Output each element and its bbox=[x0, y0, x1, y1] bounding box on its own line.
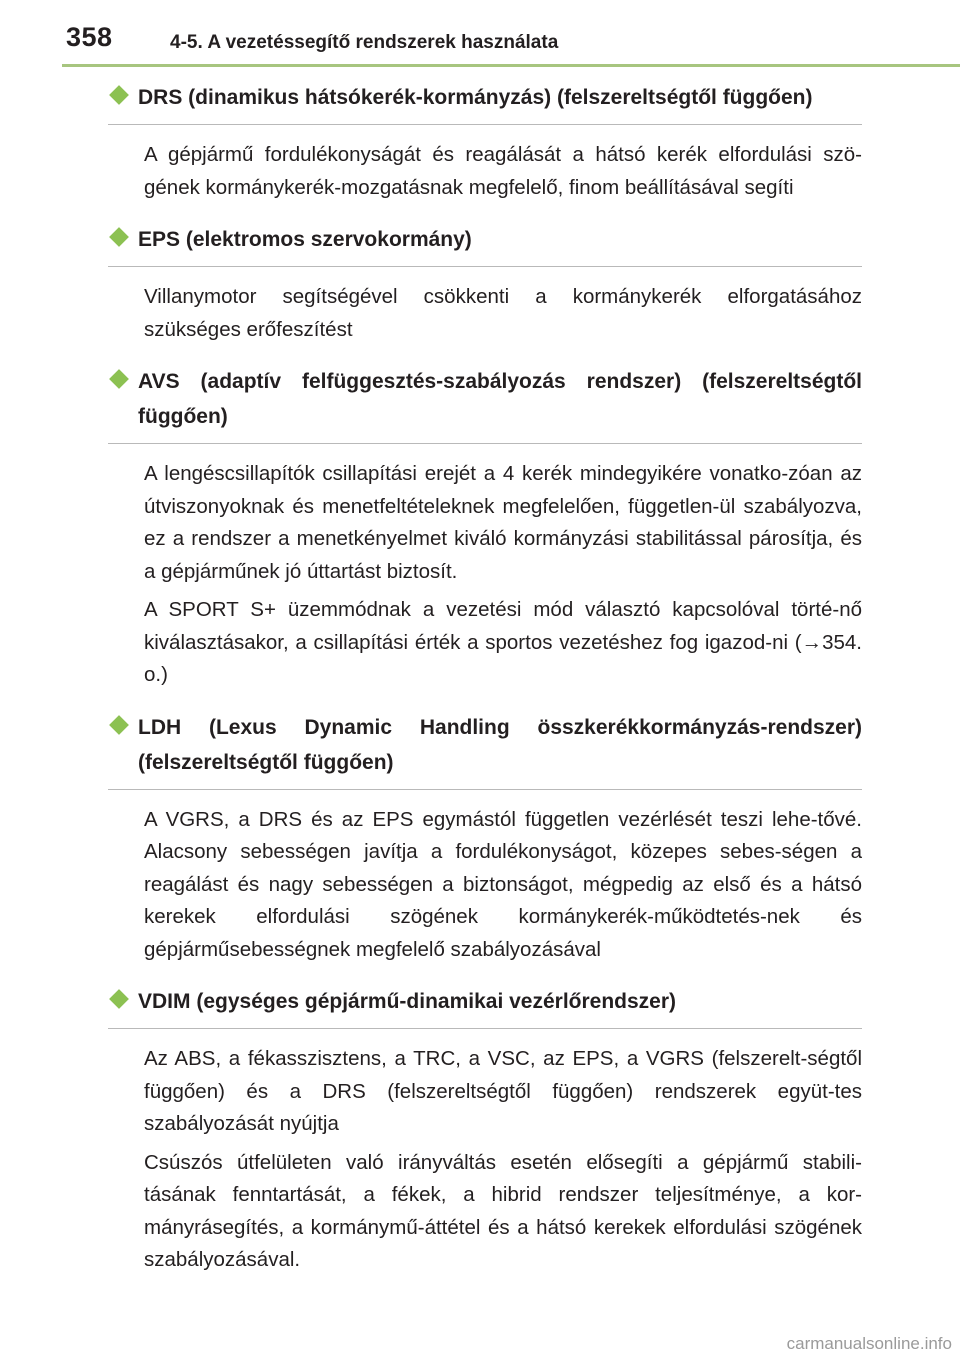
page-header bbox=[0, 0, 960, 70]
paragraph: Az ABS, a fékasszisztens, a TRC, a VSC, az EPS, a VGRS (felszerelt-ségtől függően) és a DRS (felszereltségtől függően) rendszerek együt-tes szabályozását nyújtja bbox=[144, 1047, 862, 1135]
section-title: AVS (adaptív felfüggesztés-szabályozás rendszer) (felszereltségtől függően) bbox=[138, 370, 862, 428]
section-heading bbox=[108, 80, 862, 125]
section-heading bbox=[108, 364, 862, 444]
diamond-bullet-icon bbox=[109, 85, 129, 105]
section-title: EPS (elektromos szervokormány) bbox=[138, 228, 472, 251]
section-avs bbox=[108, 364, 862, 692]
page-number: 358 bbox=[66, 22, 113, 52]
watermark: carmanualsonline.info bbox=[786, 1334, 952, 1353]
paragraph: A gépjármű fordulékonyságát és reagálását a hátsó kerék elfordulási szö-gének kormánykerék-mozgatásnak megfelelő, finom beállításával segíti bbox=[144, 143, 862, 199]
paragraph: A SPORT S+ üzemmódnak a vezetési mód választó kapcsolóval törté-nő kiválasztásakor, a csillapítási érték a sportos vezetéshez fog igazod-ni (→354. o.) bbox=[144, 598, 862, 686]
section-title: DRS (dinamikus hátsókerék-kormányzás) (felszereltségtől függően) bbox=[138, 86, 813, 109]
section-heading bbox=[108, 984, 862, 1029]
paragraph: Villanymotor segítségével csökkenti a kormánykerék elforgatásához szükséges erőfeszítést bbox=[144, 285, 862, 341]
section-eps bbox=[108, 222, 862, 346]
page-content bbox=[108, 80, 862, 1283]
section-heading bbox=[108, 710, 862, 790]
diamond-bullet-icon bbox=[109, 369, 129, 389]
paragraph: Csúszós útfelületen való irányváltás esetén elősegíti a gépjármű stabili-tásának fenntartását, a fékek, a hibrid rendszer teljesítménye, a kor-mányrásegítés, a kormánymű-áttétel és a hátsó kerekek elfordulási szögének szabályozásával. bbox=[144, 1150, 862, 1271]
diamond-bullet-icon bbox=[109, 715, 129, 735]
diamond-bullet-icon bbox=[109, 227, 129, 247]
header-divider bbox=[62, 64, 960, 67]
chapter-title: 4-5. A vezetéssegítő rendszerek használata bbox=[170, 32, 559, 53]
paragraph: A lengéscsillapítók csillapítási erejét a 4 kerék mindegyikére vonatko-zóan az útviszonyoknak és menetfeltételeknek megfelelően, független-ül szabályozva, ez a rendszer a menetkényelmet kiváló kormányzási stabilitással párosítja, és a gépjárműnek jó úttartást biztosít. bbox=[144, 462, 862, 583]
section-drs bbox=[108, 80, 862, 204]
section-heading bbox=[108, 222, 862, 267]
section-ldh bbox=[108, 710, 862, 967]
diamond-bullet-icon bbox=[109, 989, 129, 1009]
paragraph: A VGRS, a DRS és az EPS egymástól független vezérlését teszi lehe-tővé. Alacsony sebességen javítja a fordulékonyságot, közepes sebes-ségen a reagálást és nagy sebességen a biztonságot, mégpedig az első és a hátsó kerekek elfordulási szögének kormánykerék-működtetés-nek és gépjárműsebességnek megfelelő szabályozásával bbox=[144, 807, 862, 961]
section-title: VDIM (egységes gépjármű-dinamikai vezérlőrendszer) bbox=[138, 990, 677, 1013]
section-vdim bbox=[108, 984, 862, 1277]
section-title: LDH (Lexus Dynamic Handling összkerékkormányzás-rendszer) (felszereltségtől függően) bbox=[138, 715, 862, 774]
